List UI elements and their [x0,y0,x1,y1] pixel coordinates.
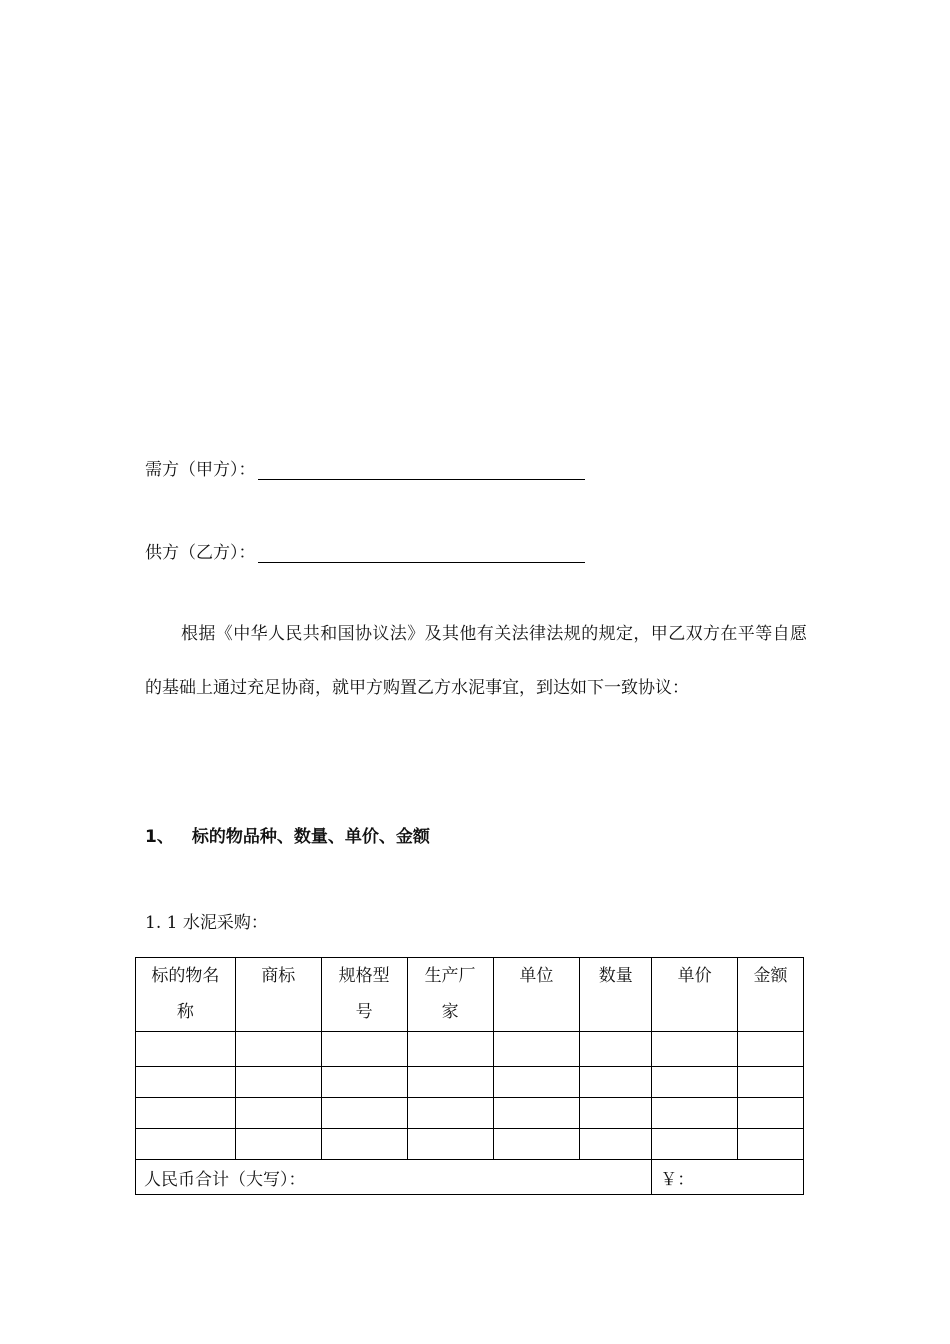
table-row [136,1067,804,1098]
table-cell[interactable] [738,1032,804,1067]
table-cell[interactable] [652,1032,738,1067]
table-cell[interactable] [738,1098,804,1129]
table-row [136,1098,804,1129]
table-cell[interactable] [235,1098,321,1129]
table-cell[interactable] [321,1129,407,1160]
table-cell[interactable] [652,1098,738,1129]
table-cell[interactable] [136,1067,236,1098]
table-cell[interactable] [136,1129,236,1160]
header-price: 单价 [652,958,738,1032]
table-cell[interactable] [235,1129,321,1160]
table-cell[interactable] [493,1032,580,1067]
table-cell[interactable] [580,1129,652,1160]
intro-text: 根据《中华人民共和国协议法》及其他有关法律法规的规定，甲乙双方在平等自愿的基础上通过充足协商，就甲方购置乙方水泥事宜，到达如下一致协议： [145,624,807,698]
table-cell[interactable] [407,1129,493,1160]
buyer-line [145,455,585,480]
table-cell[interactable] [652,1129,738,1160]
header-amount: 金额 [738,958,804,1032]
table-cell[interactable] [235,1067,321,1098]
table-cell[interactable] [136,1032,236,1067]
buyer-label: 需方（甲方）： [145,460,256,480]
buyer-input-blank[interactable] [258,461,585,480]
seller-line [145,538,585,563]
table-cell[interactable] [652,1067,738,1098]
section-heading [145,822,430,847]
subsection-title: 1. 1 水泥采购： [145,913,268,933]
table-cell[interactable] [580,1032,652,1067]
header-quantity: 数量 [580,958,652,1032]
table-cell[interactable] [738,1067,804,1098]
header-brand: 商标 [235,958,321,1032]
total-amount[interactable]: ￥： [652,1160,804,1195]
table-cell[interactable] [493,1098,580,1129]
seller-label: 供方（乙方）： [145,543,256,563]
table-cell[interactable] [580,1067,652,1098]
table-cell[interactable] [407,1067,493,1098]
section-number: 1、 [145,827,174,847]
table-cell[interactable] [407,1098,493,1129]
header-item-name: 标的物名称 [136,958,236,1032]
purchase-table [135,957,804,1195]
section-title: 标的物品种、数量、单价、金额 [191,827,430,847]
table-header-row [136,958,804,1032]
table-cell[interactable] [136,1098,236,1129]
table-cell[interactable] [580,1098,652,1129]
table-cell[interactable] [738,1129,804,1160]
table-row [136,1032,804,1067]
header-manufacturer: 生产厂家 [407,958,493,1032]
table-cell[interactable] [235,1032,321,1067]
total-label: 人民币合计（大写）： [136,1160,652,1195]
total-row [136,1160,804,1195]
header-unit: 单位 [493,958,580,1032]
table-cell[interactable] [321,1032,407,1067]
table-cell[interactable] [407,1032,493,1067]
table-cell[interactable] [321,1067,407,1098]
table-row [136,1129,804,1160]
table-cell[interactable] [321,1098,407,1129]
intro-paragraph [145,607,807,715]
seller-input-blank[interactable] [258,544,585,563]
table-cell[interactable] [493,1129,580,1160]
table-cell[interactable] [493,1067,580,1098]
header-spec: 规格型号 [321,958,407,1032]
